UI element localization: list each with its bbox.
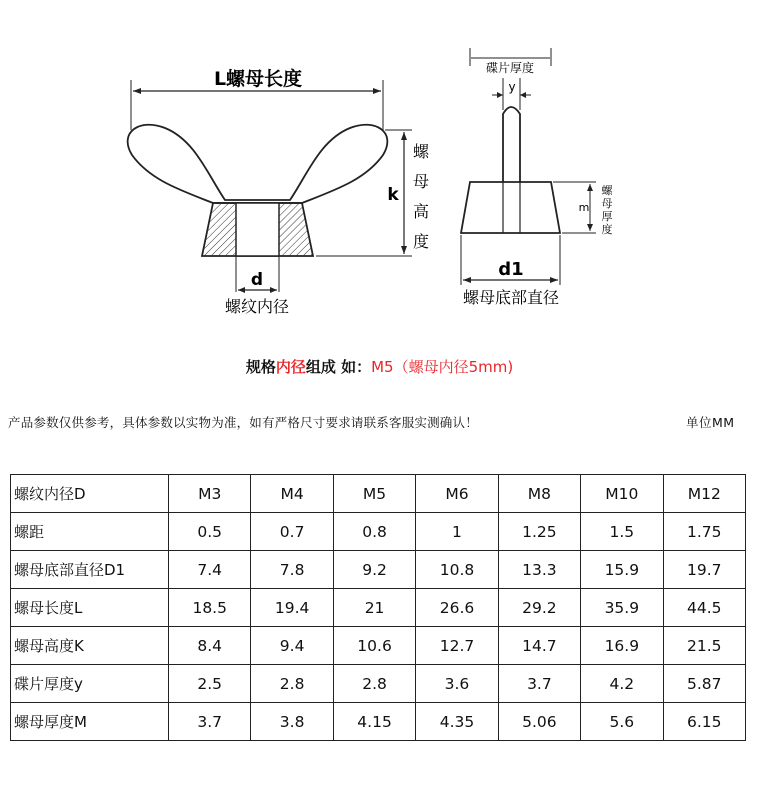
table-cell: 15.9: [581, 551, 663, 589]
table-cell: 10.8: [416, 551, 498, 589]
wing-side: [503, 107, 520, 182]
table-cell: M10: [581, 475, 663, 513]
table-cell: 19.4: [251, 589, 333, 627]
table-cell: 5.06: [498, 703, 580, 741]
table-cell: 3.7: [498, 665, 580, 703]
table-cell: 12.7: [416, 627, 498, 665]
table-cell: 1.75: [663, 513, 745, 551]
height-label: [413, 142, 430, 251]
table-cell: 2.5: [169, 665, 251, 703]
table-cell: 4.2: [581, 665, 663, 703]
table-cell: 0.5: [169, 513, 251, 551]
table-cell: 3.7: [169, 703, 251, 741]
base-letter: d1: [498, 259, 524, 280]
table-cell: 10.6: [333, 627, 415, 665]
wing-nut-front-outline: [128, 125, 388, 203]
table-cell: 1.5: [581, 513, 663, 551]
svg-text:度: 度: [412, 232, 430, 251]
spec-composition-line: [0, 356, 759, 377]
table-cell: 5.87: [663, 665, 745, 703]
table-cell: M6: [416, 475, 498, 513]
spec-text: 组成 如：: [305, 358, 372, 376]
table-cell: M4: [251, 475, 333, 513]
table-cell: 19.7: [663, 551, 745, 589]
height-letter: k: [387, 185, 399, 205]
table-row: [11, 665, 746, 703]
table-row: [11, 627, 746, 665]
table-row: [11, 551, 746, 589]
front-view: [128, 67, 430, 316]
table-cell: M12: [663, 475, 745, 513]
table-cell: 44.5: [663, 589, 745, 627]
threaded-hole: [236, 203, 279, 256]
hole-label: 螺纹内径: [224, 297, 290, 316]
table-cell: M3: [169, 475, 251, 513]
table-cell: 13.3: [498, 551, 580, 589]
spec-table: [10, 474, 746, 741]
table-cell: 9.4: [251, 627, 333, 665]
row-header: 螺母高度K: [11, 627, 169, 665]
thickness-label: [602, 183, 614, 236]
table-cell: 14.7: [498, 627, 580, 665]
unit-label: 单位MM: [686, 415, 735, 430]
table-cell: 9.2: [333, 551, 415, 589]
table-cell: M5: [333, 475, 415, 513]
svg-text:厚: 厚: [601, 210, 613, 223]
table-cell: 21: [333, 589, 415, 627]
table-row: [11, 513, 746, 551]
table-cell: 6.15: [663, 703, 745, 741]
wing-thickness-label: 碟片厚度: [485, 61, 535, 75]
hole-letter: d: [250, 270, 264, 290]
nut-base-side: [461, 182, 560, 233]
spec-highlight: 内径: [275, 358, 306, 376]
svg-text:螺: 螺: [601, 184, 613, 197]
row-header: 碟片厚度y: [11, 665, 169, 703]
table-row: [11, 475, 746, 513]
row-header: 螺纹内径D: [11, 475, 169, 513]
length-label: L螺母长度: [213, 68, 303, 90]
table-cell: 7.8: [251, 551, 333, 589]
spec-text: 规格: [245, 358, 276, 376]
table-cell: 1: [416, 513, 498, 551]
table-cell: M8: [498, 475, 580, 513]
table-cell: 2.8: [333, 665, 415, 703]
table-cell: 2.8: [251, 665, 333, 703]
table-cell: 3.8: [251, 703, 333, 741]
table-cell: 4.15: [333, 703, 415, 741]
wing-nut-diagram: [0, 0, 759, 340]
spec-example: M5（螺母内径5mm): [371, 358, 514, 376]
table-cell: 4.35: [416, 703, 498, 741]
table-cell: 16.9: [581, 627, 663, 665]
table-cell: 26.6: [416, 589, 498, 627]
base-label: 螺母底部直径: [462, 288, 560, 307]
table-cell: 3.6: [416, 665, 498, 703]
row-header: 螺母厚度M: [11, 703, 169, 741]
table-row: [11, 703, 746, 741]
svg-text:螺: 螺: [412, 142, 430, 161]
disclaimer-note: 产品参数仅供参考，具体参数以实物为准，如有严格尺寸要求请联系客服实测确认！: [8, 415, 478, 430]
thickness-letter: m: [578, 201, 590, 214]
spec-table-body: [11, 475, 746, 741]
side-view: [461, 48, 614, 307]
table-cell: 5.6: [581, 703, 663, 741]
svg-text:母: 母: [412, 172, 430, 191]
row-header: 螺距: [11, 513, 169, 551]
table-cell: 0.8: [333, 513, 415, 551]
svg-text:度: 度: [601, 223, 613, 236]
svg-text:母: 母: [601, 197, 613, 210]
table-cell: 21.5: [663, 627, 745, 665]
table-cell: 18.5: [169, 589, 251, 627]
table-row: [11, 589, 746, 627]
table-cell: 8.4: [169, 627, 251, 665]
svg-text:高: 高: [412, 202, 430, 221]
table-cell: 0.7: [251, 513, 333, 551]
table-cell: 29.2: [498, 589, 580, 627]
wing-thickness-letter: y: [508, 80, 516, 94]
row-header: 螺母底部直径D1: [11, 551, 169, 589]
table-cell: 35.9: [581, 589, 663, 627]
table-cell: 1.25: [498, 513, 580, 551]
table-cell: 7.4: [169, 551, 251, 589]
row-header: 螺母长度L: [11, 589, 169, 627]
